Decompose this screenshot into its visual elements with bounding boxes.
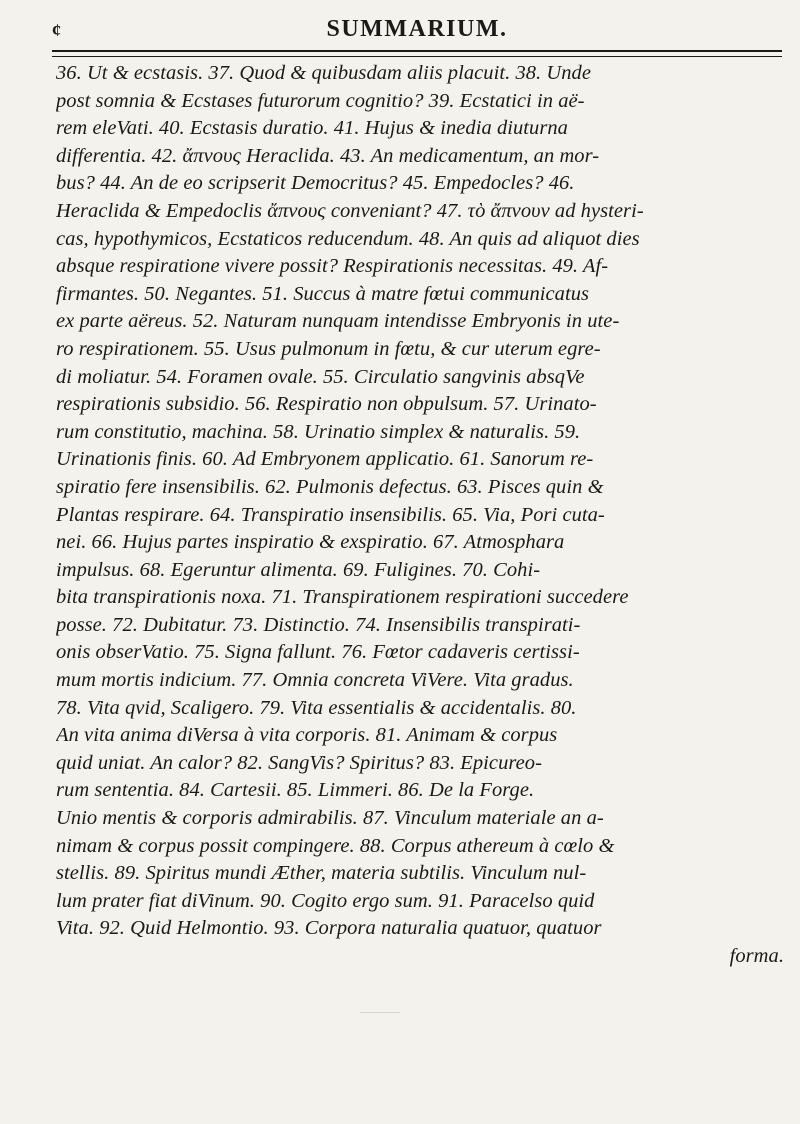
- text-line: respirationis subsidio. 56. Respiratio non obpulsum. 57. Urinato-: [56, 393, 597, 416]
- text-line: Vita. 92. Quid Helmontio. 93. Corpora naturalia quatuor, quatuor: [56, 917, 602, 940]
- text-line: nimam & corpus possit compingere. 88. Corpus athereum à cœlo &: [56, 834, 615, 857]
- text-line: di moliatur. 54. Foramen ovale. 55. Circulatio sangvinis absqVe: [56, 365, 585, 388]
- text-line: firmantes. 50. Negantes. 51. Succus à matre fœtui communicatus: [56, 282, 590, 305]
- text-line: Plantas respirare. 64. Transpiratio insensibilis. 65. Via, Pori cuta-: [56, 503, 605, 526]
- text-line: ex parte aëreus. 52. Naturam nunquam intendisse Embryonis in ute-: [56, 310, 620, 333]
- text-line: rum constitutio, machina. 58. Urinatio simplex & naturalis. 59.: [56, 420, 581, 443]
- text-line: mum mortis indicium. 77. Omnia concreta ViVere. Vita gradus.: [56, 669, 574, 692]
- text-line: impulsus. 68. Egeruntur alimenta. 69. Fuligines. 70. Cohi-: [56, 558, 541, 581]
- header-rule: [52, 50, 782, 57]
- page-header: [52, 10, 782, 54]
- catchword: forma.: [729, 945, 784, 967]
- folio-mark: ¢: [52, 20, 61, 40]
- text-line: cas, hypothymicos, Ecstaticos reducendum. 48. An quis ad aliquot dies: [56, 227, 640, 250]
- text-line: An vita anima diVersa à vita corporis. 81. Animam & corpus: [56, 724, 558, 747]
- text-line: Urinationis finis. 60. Ad Embryonem applicatio. 61. Sanorum re-: [56, 448, 594, 471]
- text-line: differentia. 42. ἄπνους Heraclida. 43. An medicamentum, an mor-: [56, 144, 600, 167]
- text-line: stellis. 89. Spiritus mundi Æther, materia subtilis. Vinculum nul-: [56, 862, 587, 885]
- text-line: rum sententia. 84. Cartesii. 85. Limmeri. 86. De la Forge.: [56, 779, 535, 802]
- text-line: posse. 72. Dubitatur. 73. Distinctio. 74. Insensibilis transpirati-: [56, 613, 581, 636]
- summary-text: [56, 60, 784, 971]
- text-line: bus? 44. An de eo scripserit Democritus? 45. Empedocles? 46.: [56, 172, 575, 195]
- text-line: quid uniat. An calor? 82. SangVis? Spiritus? 83. Epicureo-: [56, 751, 542, 774]
- text-line: absque respiratione vivere possit? Respirationis necessitas. 49. Af-: [56, 255, 609, 278]
- text-line: ro respirationem. 55. Usus pulmonum in fœtu, & cur uterum egre-: [56, 337, 601, 360]
- text-line: bita transpirationis noxa. 71. Transpirationem respirationi succedere: [56, 586, 629, 609]
- text-line: Unio mentis & corporis admirabilis. 87. Vinculum materiale an a-: [56, 807, 604, 830]
- text-line: rem eleVati. 40. Ecstasis duratio. 41. Hujus & inedia diuturna: [56, 117, 568, 140]
- text-line: 78. Vita qvid, Scaligero. 79. Vita essentialis & accidentalis. 80.: [56, 696, 577, 719]
- text-line: nei. 66. Hujus partes inspiratio & exspiratio. 67. Atmosphara: [56, 531, 565, 554]
- text-line: lum prater fiat diVinum. 90. Cogito ergo sum. 91. Paracelso quid: [56, 889, 595, 912]
- text-line: spiratio fere insensibilis. 62. Pulmonis defectus. 63. Pisces quin &: [56, 475, 604, 498]
- running-title: SUMMARIUM.: [326, 16, 508, 42]
- text-line: 36. Ut & ecstasis. 37. Quod & quibusdam aliis placuit. 38. Unde: [56, 62, 591, 84]
- text-line: Heraclida & Empedoclis ἄπνους conveniant? 47. τὸ ἄπνουν ad hysteri-: [56, 199, 644, 222]
- text-line: post somnia & Ecstases futurorum cognitio? 39. Ecstatici in aë-: [56, 89, 585, 112]
- text-line: onis obserVatio. 75. Signa fallunt. 76. Fœtor cadaveris certissi-: [56, 641, 580, 664]
- signature-mark: [360, 1000, 400, 1013]
